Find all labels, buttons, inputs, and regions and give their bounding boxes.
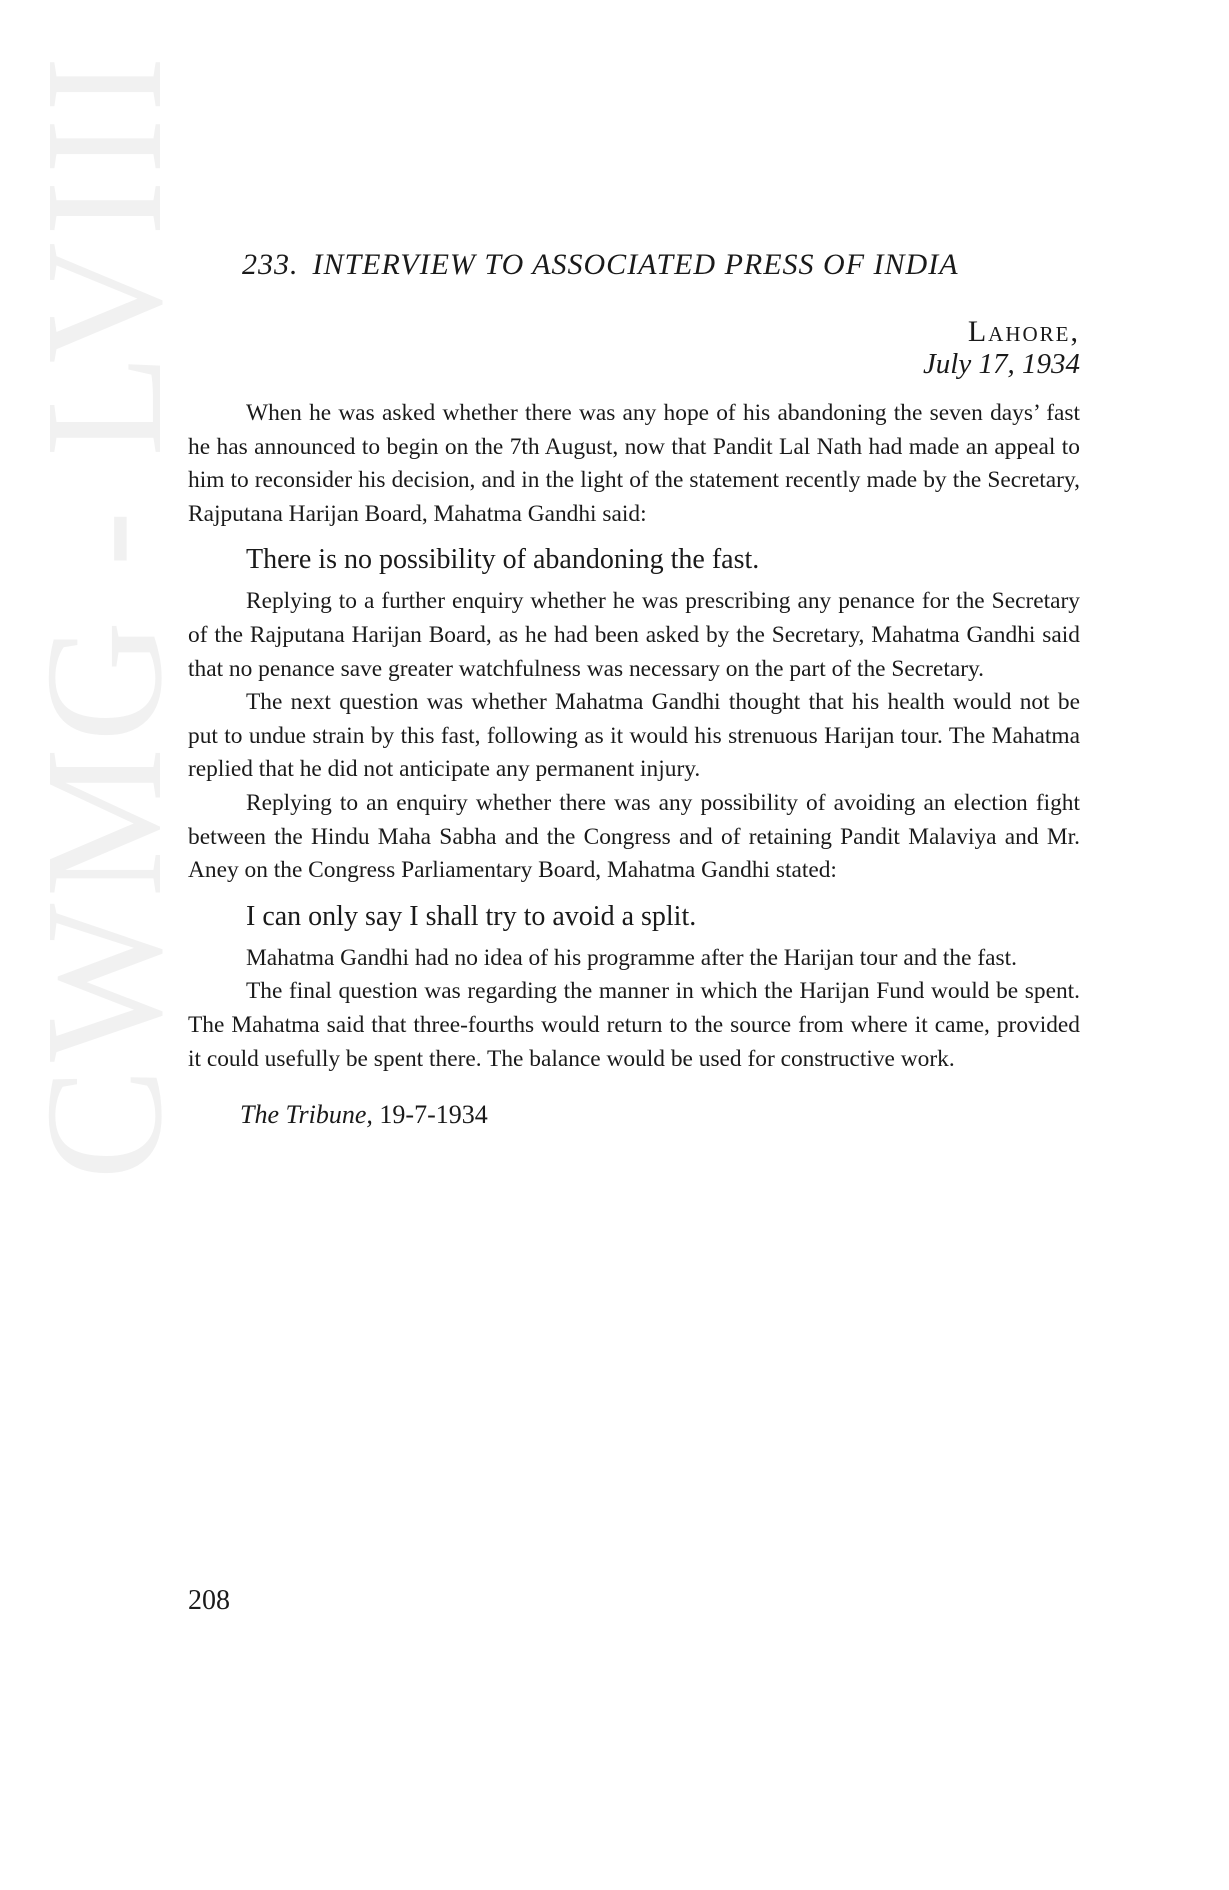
dateline-place: Lahore, xyxy=(967,315,1080,348)
paragraph-2: Replying to a further enquiry whether he was prescribing any penance for the Secretary of the Rajputana Harijan Board, as he had been asked by the Secretary, Mahatma Gandhi said that no penance save greater watchfulness was necessary on the part of the Secretary. xyxy=(188,588,1080,682)
heading-title: INTERVIEW TO ASSOCIATED PRESS OF INDIA xyxy=(312,248,959,281)
source-citation xyxy=(188,1098,1080,1132)
page-number: 208 xyxy=(188,1585,230,1616)
watermark: CWMG - LVIII xyxy=(11,50,197,1180)
paragraph-5: Mahatma Gandhi had no idea of his programme after the Harijan tour and the fast. xyxy=(246,944,1017,971)
quote-1: There is no possibility of abandoning the fast. xyxy=(246,544,760,576)
document-heading xyxy=(242,248,959,282)
paragraph-4: Replying to an enquiry whether there was any possibility of avoiding an election fight between the Hindu Maha Sabha and the Congress and of retaining Pandit Malaviya and Mr. Aney on the Congress Parliamentary Board, Mahatma Gandhi stated: xyxy=(188,789,1080,884)
body-text xyxy=(188,397,1080,1132)
dateline-date: July 17, 1934 xyxy=(922,348,1080,380)
heading-number: 233. xyxy=(242,248,299,281)
source-date: 19-7-1934 xyxy=(379,1100,488,1130)
source-name: The Tribune, xyxy=(240,1100,373,1130)
paragraph-3: The next question was whether Mahatma Gandhi thought that his health would not be put to undue strain by this fast, following as it would his strenuous Harijan tour. The Mahatma replied that he did not anticipate any permanent injury. xyxy=(188,689,1080,783)
paragraph-1: When he was asked whether there was any hope of his abandoning the seven days’ fast he has announced to begin on the 7th August, now that Pandit Lal Nath had made an appeal to him to reconsider his decision, and in the light of the statement recently made by the Secretary, Rajputana Harijan Board, Mahatma Gandhi said: xyxy=(188,400,1080,527)
quote-2: I can only say I shall try to avoid a split. xyxy=(246,900,697,932)
paragraph-6: The final question was regarding the manner in which the Harijan Fund would be spent. The Mahatma said that three-fourths would return to the source from where it came, provided it could usefully be spent there. The balance would be used for constructive work. xyxy=(188,978,1080,1072)
